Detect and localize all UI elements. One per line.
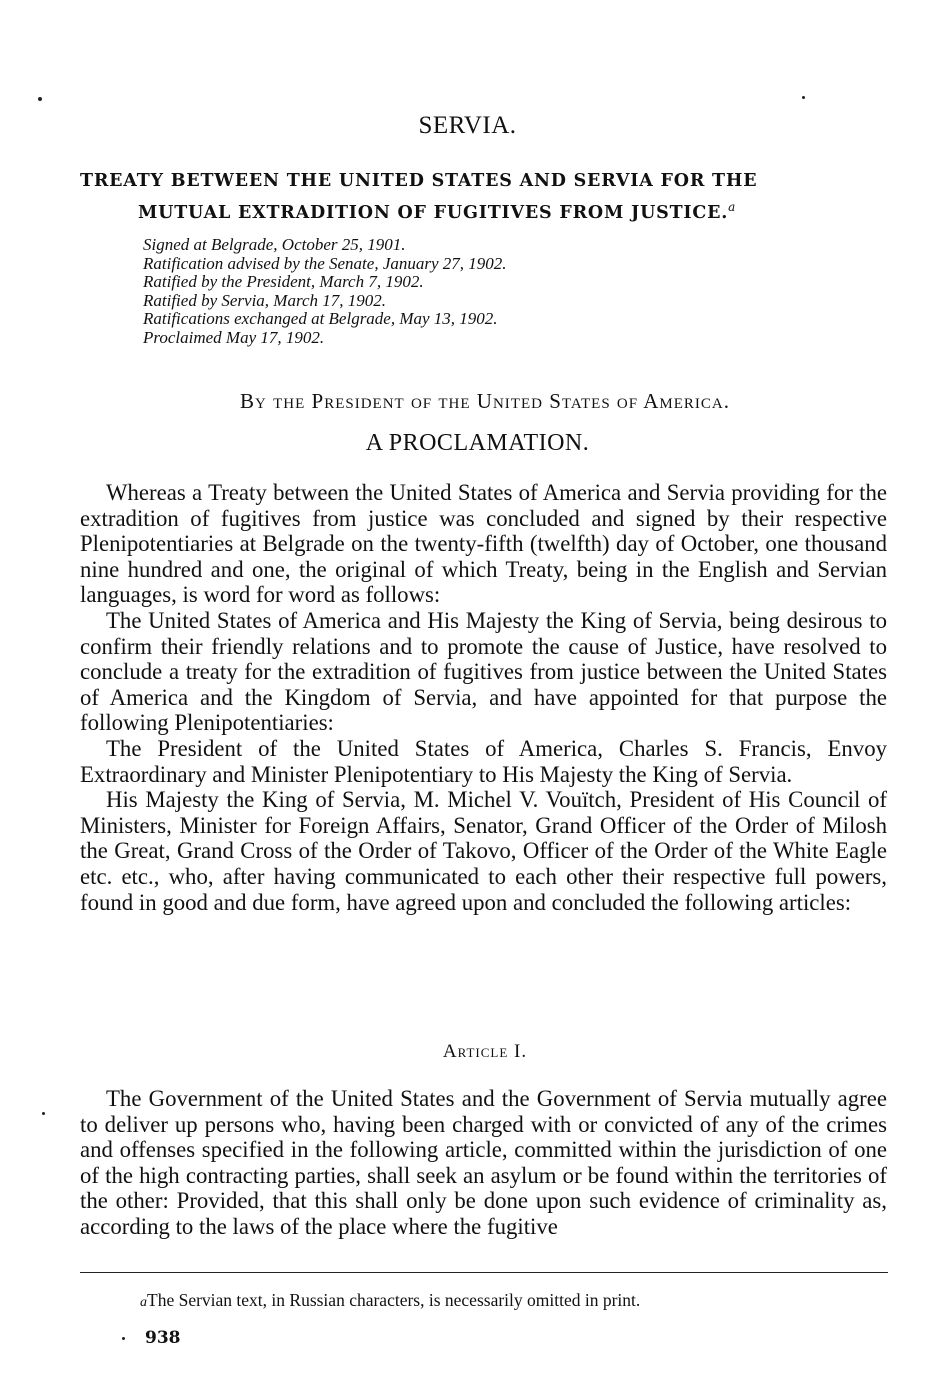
print-speck [802,96,805,99]
date-ratified-president: Ratified by the President, March 7, 1902. [143,272,424,291]
print-speck [42,1112,45,1115]
treaty-title-line-2 [80,194,890,226]
print-speck [38,97,42,101]
by-president-heading: By the President of the United States of America. [240,389,730,413]
date-signed: Signed at Belgrade, October 25, 1901. [143,235,406,254]
article-heading: Article I. [442,1041,528,1062]
footnote-mark: a [140,1295,147,1310]
print-speck [122,1337,125,1340]
proclamation-body [80,480,887,915]
date-ratification-advised: Ratification advised by the Senate, January 27, 1902. [143,253,507,273]
proclamation-heading: A PROCLAMATION. [365,430,590,456]
paragraph-whereas: Whereas a Treaty between the United States of America and Servia providing for the extradition of fugitives from justice was concluded and signed by their respective Plenipotentiaries at Belgrade on the twenty-fifth (twelfth) day of October, one thousand nine hundred and one, the original of which Treaty, being in the English and Servian languages, is word for word as follows: [80,480,887,608]
article-body [80,1086,887,1240]
footnote [140,1290,640,1311]
page-number: 938 [145,1328,181,1348]
paragraph-us-plenipotentiary: The President of the United States of America, Charles S. Francis, Envoy Extraordinary and Minister Plenipotentiary to His Majesty the King of Servia. [80,735,887,787]
paragraph-servia-plenipotentiary: His Majesty the King of Servia, M. Michel V. Vouïtch, President of His Council of Ministers, Minister for Foreign Affairs, Senator, Grand Officer of the Order of Milosh the Great, Grand Cross of the Order of Takovo, Officer of the Order of the White Eagle etc. etc., who, after having communicated to each other their respective full powers, found in good and due form, have agreed upon and concluded the following articles: [80,787,887,915]
paragraph-article-1: The Government of the United States and the Government of Servia mutually agree to deliver up persons who, having been charged with or convicted of any of the crimes and offenses specified in the following article, committed within the jurisdiction of one of the high contracting parties, shall seek an asylum or be found within the territories of the other: Provided, that this shall only be done upon such evidence of criminality as, according to the laws of the place where the fugitive [80,1086,887,1239]
footnote-divider [80,1272,888,1273]
treaty-title-line-2-text: MUTUAL EXTRADITION OF FUGITIVES FROM JUSTICE. [138,202,729,223]
treaty-dates [143,236,507,347]
date-ratified-servia: Ratified by Servia, March 17, 1902. [143,290,386,310]
treaty-title [80,168,890,226]
paragraph-preamble: The United States of America and His Majesty the King of Servia, being desirous to confirm their friendly relations and to promote the cause of Justice, have resolved to conclude a treaty for the extradition of fugitives from justice between the United States of America and the Kingdom of Servia, and have appointed for that purpose the following Plenipotentiaries: [80,607,887,736]
footnote-reference[interactable]: a [728,200,737,214]
date-proclaimed: Proclaimed May 17, 1902. [143,327,325,347]
date-ratifications-exchanged: Ratifications exchanged at Belgrade, May 13, 1902. [143,309,498,328]
treaty-title-line-1: TREATY BETWEEN THE UNITED STATES AND SERVIA FOR THE [80,171,758,191]
footnote-text: The Servian text, in Russian characters, is necessarily omitted in print. [147,1290,641,1310]
country-heading: SERVIA. [418,112,517,139]
